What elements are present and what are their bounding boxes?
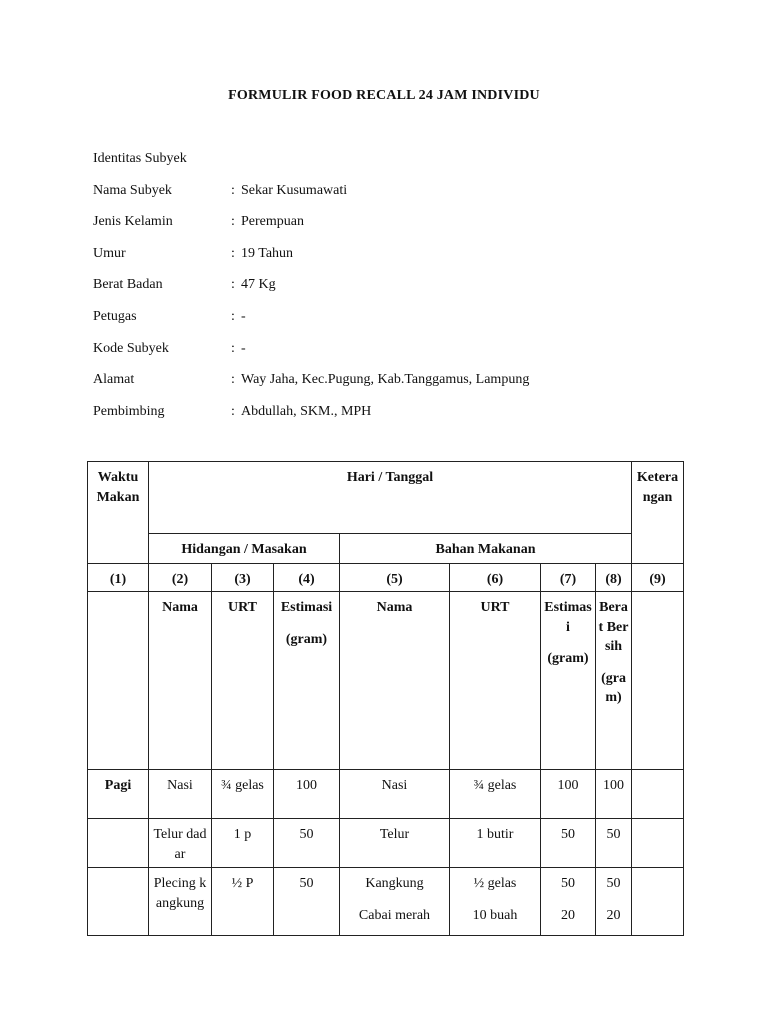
field-value: -: [241, 340, 246, 356]
col-number: [541, 564, 596, 592]
subheader-unit: (gram): [601, 670, 626, 705]
subheader-unit: (gram): [547, 651, 589, 666]
header-keterangan: [632, 462, 684, 564]
identity-heading: Identitas Subyek: [93, 151, 187, 166]
cell-text: 50: [299, 827, 314, 842]
header-keterangan-text: Keterangan: [636, 470, 679, 505]
subheader-text: Estimasi: [280, 600, 333, 615]
table-row: [88, 770, 684, 819]
subheader-empty: [632, 592, 684, 770]
cell-text: Plecing kangkung: [153, 876, 207, 911]
subheader-text: Nama: [376, 600, 413, 615]
field-colon: :: [231, 372, 235, 388]
cell-keterangan: [632, 868, 684, 936]
field-colon: :: [231, 403, 235, 419]
field-alamat: [93, 371, 713, 403]
food-recall-table: [87, 461, 684, 936]
header-hidangan: [149, 534, 340, 564]
cell-urt-hidangan: [212, 770, 274, 819]
subheader-text: Berat Bersih: [598, 600, 629, 654]
field-label: Pembimbing: [93, 403, 165, 419]
col-number-text: (1): [109, 572, 127, 587]
subject-identity: [93, 150, 713, 434]
header-hari-tanggal: [149, 462, 632, 534]
col-number: [88, 564, 149, 592]
subheader-row: [88, 592, 684, 770]
field-berat-badan: [93, 276, 713, 308]
cell-text-secondary: 10 buah: [472, 907, 518, 923]
form-title: FORMULIR FOOD RECALL 24 JAM INDIVIDU: [228, 88, 540, 103]
subheader-text: Nama: [162, 600, 198, 615]
cell-hidangan: [149, 868, 212, 936]
cell-text: [90, 819, 146, 825]
cell-keterangan: [632, 819, 684, 868]
cell-keterangan: [632, 770, 684, 819]
cell-text: 1 p: [233, 827, 252, 842]
cell-urt-bahan: [450, 770, 541, 819]
cell-waktu: [88, 770, 149, 819]
field-value: 19 Tahun: [241, 245, 294, 261]
cell-berat-bersih: [596, 819, 632, 868]
subheader-estimasi-bahan: [541, 592, 596, 770]
subheader-urt-bahan: [450, 592, 541, 770]
cell-text: 50: [561, 827, 575, 842]
cell-text: [90, 868, 146, 874]
col-number: [596, 564, 632, 592]
subheader-text: Estimasi: [544, 600, 592, 635]
header-row-main: [88, 462, 684, 534]
spacer: [598, 657, 629, 669]
col-number-text: (5): [386, 572, 403, 587]
identity-heading-row: [93, 150, 713, 182]
field-colon: :: [231, 214, 235, 230]
cell-text: ½ gelas: [473, 876, 517, 891]
cell-text: 50: [299, 876, 314, 891]
col-number: [149, 564, 212, 592]
cell-text: 50: [561, 876, 575, 891]
cell-text: [634, 819, 681, 825]
cell-estimasi-hidangan: [274, 770, 340, 819]
cell-text: Kangkung: [365, 876, 424, 891]
cell-urt-bahan: [450, 868, 541, 936]
col-number-text: (2): [171, 572, 189, 587]
subheader-nama-bahan: [340, 592, 450, 770]
field-colon: :: [231, 277, 235, 293]
cell-text: Nasi: [167, 778, 193, 793]
cell-hidangan: [149, 770, 212, 819]
header-hari-tanggal-text: Hari / Tanggal: [346, 470, 434, 485]
cell-text: 1 butir: [476, 827, 514, 842]
cell-estimasi-hidangan: [274, 868, 340, 936]
cell-text: Telur dadar: [153, 827, 207, 862]
field-value: -: [241, 308, 246, 324]
field-label: Petugas: [93, 308, 137, 324]
header-row-groups: [88, 534, 684, 564]
cell-urt-hidangan: [212, 819, 274, 868]
field-value: Perempuan: [241, 214, 304, 230]
cell-text: 100: [296, 778, 317, 793]
field-label: Nama Subyek: [93, 182, 172, 198]
cell-text: ½ P: [231, 876, 254, 891]
col-number: [450, 564, 541, 592]
field-petugas: [93, 308, 713, 340]
field-label: Alamat: [93, 372, 135, 388]
cell-estimasi-bahan: [541, 770, 596, 819]
cell-estimasi-hidangan: [274, 819, 340, 868]
field-value: Abdullah, SKM., MPH: [241, 403, 372, 419]
field-colon: :: [231, 340, 235, 356]
column-number-row: [88, 564, 684, 592]
field-umur: [93, 245, 713, 277]
cell-text-secondary: Cabai merah: [358, 907, 431, 923]
subheader-urt-hidangan: [212, 592, 274, 770]
subheader-berat-bersih: [596, 592, 632, 770]
cell-text: [634, 868, 681, 874]
subheader-nama-hidangan: [149, 592, 212, 770]
header-waktu-makan-text: Waktu Makan: [96, 470, 140, 505]
col-number: [340, 564, 450, 592]
subheader-unit: (gram): [285, 631, 328, 647]
spacer: [543, 637, 593, 649]
cell-text: 50: [606, 876, 621, 891]
cell-text: 100: [603, 778, 625, 793]
field-value: 47 Kg: [241, 277, 276, 293]
field-label: Umur: [93, 245, 126, 261]
header-bahan-text: Bahan Makanan: [435, 542, 536, 557]
field-colon: :: [231, 308, 235, 324]
subheader-text: URT: [227, 600, 258, 615]
col-number-text: (9): [649, 572, 666, 587]
col-number-text: (7): [559, 572, 577, 587]
spacer: [276, 618, 337, 630]
field-colon: :: [231, 245, 235, 261]
cell-estimasi-bahan: [541, 868, 596, 936]
cell-text: Pagi: [104, 778, 132, 793]
cell-urt-bahan: [450, 819, 541, 868]
cell-berat-bersih: [596, 868, 632, 936]
cell-text: 100: [557, 778, 579, 793]
col-number-text: (8): [605, 572, 622, 587]
cell-hidangan: [149, 819, 212, 868]
table-row: [88, 819, 684, 868]
cell-text: 50: [606, 827, 621, 842]
cell-text: Telur: [379, 827, 410, 842]
cell-text: [634, 770, 681, 776]
field-colon: :: [231, 182, 235, 198]
field-value: Way Jaha, Kec.Pugung, Kab.Tanggamus, Lampung: [241, 372, 530, 388]
field-kode-subyek: [93, 340, 713, 372]
col-number-text: (6): [486, 572, 504, 587]
col-number: [212, 564, 274, 592]
field-label: Kode Subyek: [93, 340, 169, 356]
field-value: Sekar Kusumawati: [241, 182, 348, 198]
subheader-empty: [88, 592, 149, 770]
field-label: Jenis Kelamin: [93, 214, 173, 230]
cell-waktu: [88, 868, 149, 936]
cell-bahan: [340, 868, 450, 936]
cell-bahan: [340, 819, 450, 868]
subheader-text: URT: [480, 600, 510, 615]
cell-text: Nasi: [381, 778, 408, 793]
header-bahan: [340, 534, 632, 564]
cell-text-secondary: 20: [606, 907, 621, 923]
cell-text: ¾ gelas: [473, 778, 517, 793]
cell-text: ¾ gelas: [221, 778, 264, 793]
col-number-text: (3): [234, 572, 251, 587]
field-pembimbing: [93, 403, 713, 435]
col-number: [632, 564, 684, 592]
header-waktu-makan: [88, 462, 149, 564]
field-nama-subyek: [93, 182, 713, 214]
col-number: [274, 564, 340, 592]
cell-waktu: [88, 819, 149, 868]
cell-urt-hidangan: [212, 868, 274, 936]
subheader-estimasi-hidangan: [274, 592, 340, 770]
header-hidangan-text: Hidangan / Masakan: [181, 542, 307, 557]
field-jenis-kelamin: [93, 213, 713, 245]
cell-berat-bersih: [596, 770, 632, 819]
cell-text-secondary: 20: [561, 907, 575, 923]
col-number-text: (4): [298, 572, 315, 587]
field-label: Berat Badan: [93, 277, 163, 293]
table-row: [88, 868, 684, 936]
cell-bahan: [340, 770, 450, 819]
cell-estimasi-bahan: [541, 819, 596, 868]
